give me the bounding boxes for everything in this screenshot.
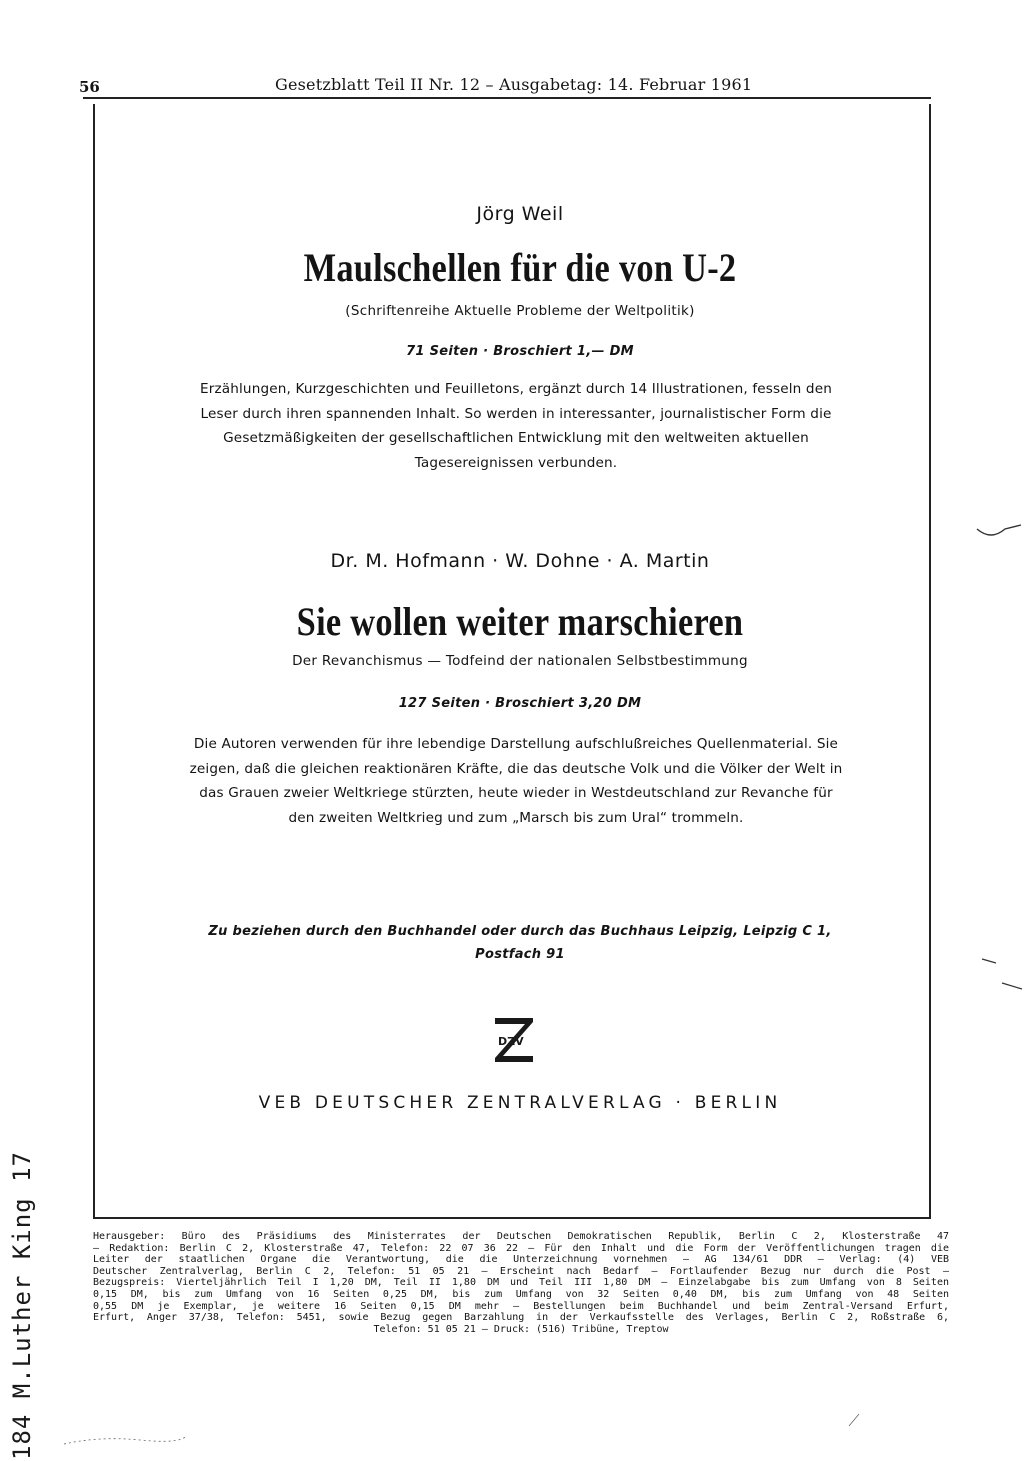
- imprint-line: Erfurt, Anger 37/38, Telefon: 5451, sowie Bezug gegen Barzahlung in der Verkaufsstelle des Verlages, Berlin C 2, Roßstraße 6,: [93, 1312, 949, 1324]
- scan-mark: [845, 1410, 865, 1430]
- running-header: Gesetzblatt Teil II Nr. 12 – Ausgabetag: 14. Februar 1961: [275, 75, 753, 94]
- imprint-line: — Redaktion: Berlin C 2, Klosterstraße 47, Telefon: 22 07 36 22 — Für den Inhalt und die Form der Veröffentlichungen tragen die: [93, 1242, 949, 1254]
- book-subtitle: Der Revanchismus — Todfeind der nationalen Selbstbestimmung: [292, 653, 748, 669]
- imprint-line: 0,15 DM, bis zum Umfang von 16 Seiten 0,25 DM, bis zum Umfang von 32 Seiten 0,40 DM, bis zum Umfang von 48 Seiten: [93, 1288, 949, 1300]
- ordering-note-line: Postfach 91: [475, 947, 565, 962]
- book-pricing: 127 Seiten · Broschiert 3,20 DM: [398, 696, 642, 711]
- book-description: Die Autoren verwenden für ihre lebendige Darstellung aufschlußreiches Quellenmaterial. Sie zeigen, daß die gleichen reaktionären Kräfte, die das deutsche Volk und die Völker der Welt in das Grauen zweier Weltkriege stürzten, heute wieder in Westdeutschland zur Revanche für den zweiten Weltkrieg und zum „Marsch bis zum Ural“ trommeln.: [189, 736, 843, 826]
- imprint-line: Deutscher Zentralverlag, Berlin C 2, Telefon: 51 05 21 — Erscheint nach Bedarf — Fortlaufender Bezug nur durch die Post —: [93, 1265, 949, 1277]
- book-author: Dr. M. Hofmann · W. Dohne · A. Martin: [330, 550, 710, 572]
- book-pricing: 71 Seiten · Broschiert 1,— DM: [406, 344, 634, 359]
- archive-margin-stamp: 184 M.Luther King 17: [8, 1151, 36, 1460]
- imprint-line: 0,55 DM je Exemplar, je weitere 16 Seiten 0,15 DM mehr — Bestellungen beim Buchhandel und beim Zentral-Versand Erfurt,: [93, 1300, 949, 1312]
- book-author: Jörg Weil: [476, 203, 564, 225]
- imprint-line: Bezugspreis: Vierteljährlich Teil I 1,20 DM, Teil II 1,80 DM und Teil III 1,80 DM — Einzelabgabe bis zum Umfang von 8 Seiten: [93, 1277, 949, 1289]
- scan-mark: [60, 1430, 190, 1450]
- book-subtitle: (Schriftenreihe Aktuelle Probleme der Weltpolitik): [345, 303, 695, 319]
- book-description: Erzählungen, Kurzgeschichten und Feuilletons, ergänzt durch 14 Illustrationen, fesseln den Leser durch ihren spannenden Inhalt. So werden in interessanter, journalistischer Form die Gesetzmäßigkeiten der gesellschaftlichen Entwicklung mit den weltweiten aktuellen Tagesereignissen verbunden.: [200, 381, 832, 471]
- ordering-note-line: Zu beziehen durch den Buchhandel oder durch das Buchhaus Leipzig, Leipzig C 1,: [208, 924, 832, 939]
- imprint-line: Telefon: 51 05 21 — Druck: (516) Tribüne, Treptow: [373, 1323, 669, 1335]
- scan-mark: [975, 515, 1024, 545]
- scan-mark: [980, 955, 1024, 995]
- publisher-name: VEB DEUTSCHER ZENTRALVERLAG · BERLIN: [258, 1093, 782, 1113]
- page-number: 56: [79, 78, 100, 96]
- header-rule: [83, 97, 931, 99]
- imprint-line: Herausgeber: Büro des Präsidiums des Ministerrates der Deutschen Demokratischen Republik, Berlin C 2, Klosterstraße 47: [93, 1231, 949, 1242]
- publisher-logo: [491, 1012, 537, 1068]
- book-title: Maulschellen für die von U-2: [303, 245, 737, 290]
- publisher-logo-text: DZV: [498, 1035, 524, 1048]
- imprint: [93, 1231, 949, 1335]
- book-title: Sie wollen weiter marschieren: [296, 599, 744, 644]
- imprint-line: Leiter der staatlichen Organe die Verantwortung, die die Unterzeichnung vornehmen — AG 134/61 DDR — Verlag: (4) VEB: [93, 1254, 949, 1266]
